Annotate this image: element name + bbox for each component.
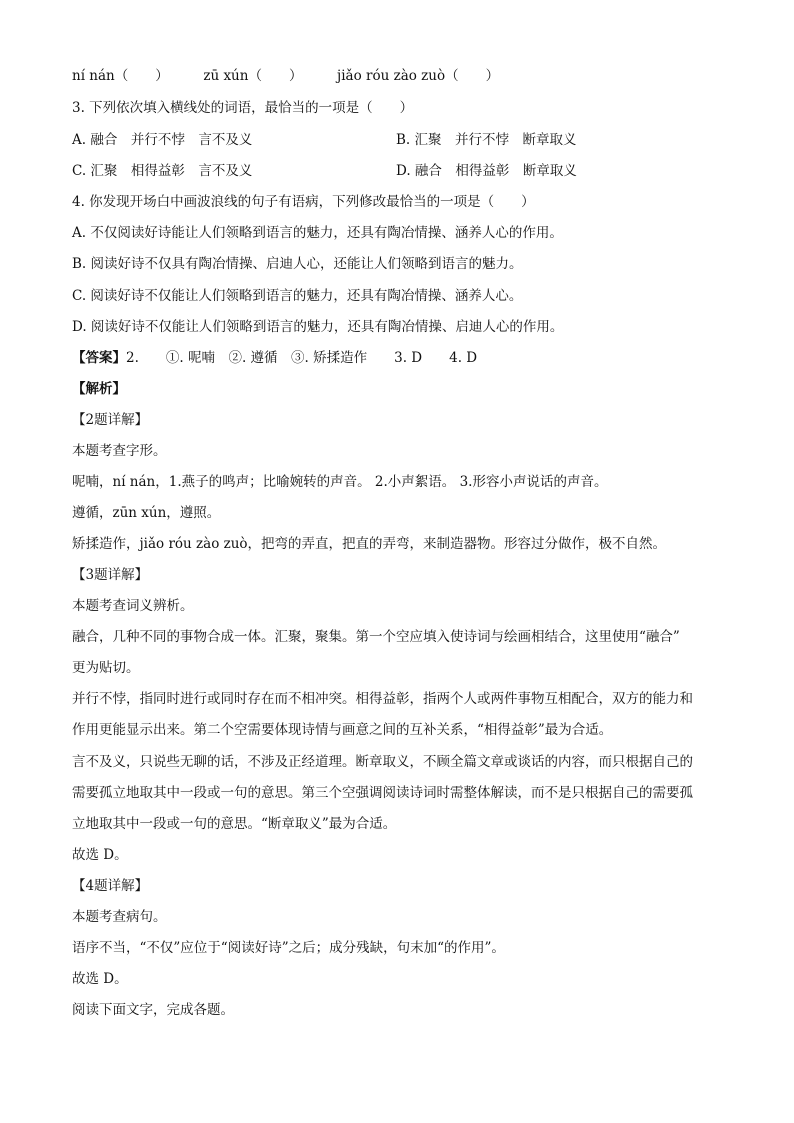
q4-detail-intro: 本题考查病句。	[72, 909, 167, 925]
question-4-option-a: A. 不仅阅读好诗能让人们领略到语言的魅力，还具有陶冶情操、涵养人心的作用。	[72, 225, 563, 241]
q2-detail-header: 【2题详解】	[72, 412, 149, 428]
q3-detail-paragraph: 需要孤立地取其中一段或一句的意思。第三个空强调阅读诗词时需整体解读，而不是只根据自己的需要孤	[72, 785, 693, 801]
answer-text: 2. ①. 呢喃 ②. 遵循 ③. 矫揉造作 3. D 4. D	[126, 350, 478, 366]
question-3-option-a: A. 融合 并行不悖 言不及义	[72, 132, 253, 148]
pinyin-item-1: ní nán（ ）	[72, 68, 169, 84]
closing-instruction: 阅读下面文字，完成各题。	[72, 1002, 234, 1018]
q3-detail-paragraph: 立地取其中一段或一句的意思。“断章取义”最为合适。	[72, 816, 397, 832]
question-4-option-c: C. 阅读好诗不仅能让人们领略到语言的魅力，还具有陶冶情操、涵养人心。	[72, 288, 523, 304]
question-4-option-b: B. 阅读好诗不仅具有陶冶情操、启迪人心，还能让人们领略到语言的魅力。	[72, 256, 523, 272]
pinyin-line	[72, 66, 499, 86]
question-3-option-c: C. 汇聚 相得益彰 言不及义	[72, 163, 253, 179]
question-3-option-b: B. 汇聚 并行不悖 断章取义	[396, 132, 577, 148]
q3-detail-paragraph: 更为贴切。	[72, 660, 140, 676]
q4-detail-paragraph: 语序不当，“不仅”应位于“阅读好诗”之后；成分残缺，句末加“的作用”。	[72, 940, 505, 956]
q2-detail-intro: 本题考查字形。	[72, 443, 167, 459]
question-4-option-d: D. 阅读好诗不仅能让人们领略到语言的魅力，还具有陶冶情操、启迪人心的作用。	[72, 319, 564, 335]
pinyin-item-2: zū xún（ ）	[203, 68, 303, 84]
answer-label: 【答案】	[72, 350, 126, 366]
question-3-stem: 3. 下列依次填入横线处的词语，最恰当的一项是（ ）	[72, 100, 414, 116]
q4-detail-header: 【4题详解】	[72, 878, 149, 894]
q3-detail-paragraph: 作用更能显示出来。第二个空需要体现诗情与画意之间的互补关系，“相得益彰”最为合适。	[72, 722, 613, 738]
question-4-stem: 4. 你发现开场白中画波浪线的句子有语病，下列修改最恰当的一项是（ ）	[72, 194, 535, 210]
q3-detail-paragraph: 融合，几种不同的事物合成一体。汇聚，聚集。第一个空应填入使诗词与绘画相结合，这里使用“融合”	[72, 629, 680, 645]
q2-detail-paragraph: 遵循，zūn xún，遵照。	[72, 505, 221, 521]
pinyin-item-3: jiǎo róu zào zuò（ ）	[337, 68, 500, 84]
analysis-label: 【解析】	[72, 381, 126, 397]
q3-detail-paragraph: 言不及义，只说些无聊的话，不涉及正经道理。断章取义，不顾全篇文章或谈话的内容，而只根据自己的	[72, 754, 693, 770]
q2-detail-paragraph: 呢喃，ní nán，1.燕子的鸣声；比喻婉转的声音。 2.小声絮语。 3.形容小声说话的声音。	[72, 474, 608, 490]
answer-line	[72, 348, 477, 368]
q4-detail-conclusion: 故选 D。	[72, 971, 128, 987]
q3-detail-paragraph: 并行不悖，指同时进行或同时存在而不相冲突。相得益彰，指两个人或两件事物互相配合，双方的能力和	[72, 691, 693, 707]
q3-detail-conclusion: 故选 D。	[72, 847, 128, 863]
q3-detail-intro: 本题考查词义辨析。	[72, 598, 194, 614]
q2-detail-paragraph: 矫揉造作，jiǎo róu zào zuò，把弯的弄直，把直的弄弯，来制造器物。形容过分做作，极不自然。	[72, 536, 667, 552]
q3-detail-header: 【3题详解】	[72, 567, 149, 583]
question-3-option-d: D. 融合 相得益彰 断章取义	[396, 163, 577, 179]
